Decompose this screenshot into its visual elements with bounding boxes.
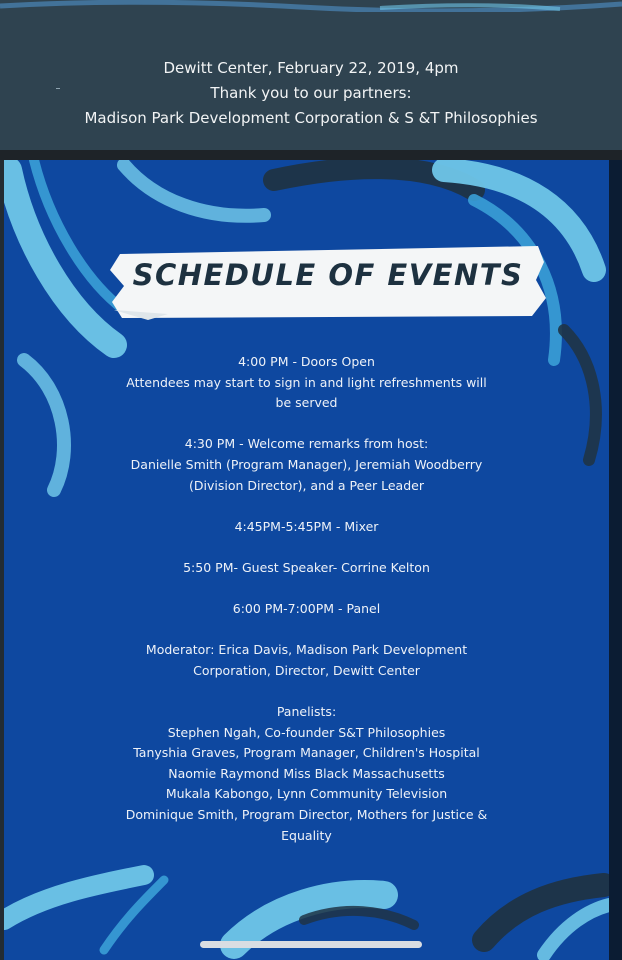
schedule-line: Mukala Kabongo, Lynn Community Television — [165, 786, 448, 802]
schedule-title: SCHEDULE OF EVENTS — [132, 258, 524, 292]
schedule-item — [4, 434, 609, 496]
schedule-item — [4, 517, 609, 538]
schedule-line: (Division Director), and a Peer Leader — [189, 477, 424, 493]
schedule-line: Danielle Smith (Program Manager), Jeremiah Woodberry — [130, 456, 483, 472]
header-panel — [0, 0, 622, 150]
schedule-line: Naomie Raymond Miss Black Massachusetts — [168, 765, 445, 781]
schedule-line: Tanyshia Graves, Program Manager, Children's Hospital — [133, 745, 480, 761]
schedule-line: Panelists: — [276, 704, 337, 720]
header-line-thanks: Thank you to our partners: — [210, 84, 412, 102]
schedule-line: 5:50 PM- Guest Speaker- Corrine Kelton — [183, 559, 430, 575]
schedule-line: 4:00 PM - Doors Open — [238, 354, 375, 369]
schedule-item — [4, 352, 609, 414]
schedule-line: Attendees may start to sign in and light refreshments will — [126, 374, 487, 390]
schedule-line: Corporation, Director, Dewitt Center — [193, 662, 420, 678]
section-separator — [0, 150, 622, 160]
schedule-line: Equality — [281, 827, 332, 843]
schedule-line: Stephen Ngah, Co-founder S&T Philosophies — [167, 724, 446, 740]
home-indicator[interactable] — [200, 941, 422, 948]
header-line-venue: Dewitt Center, February 22, 2019, 4pm — [163, 59, 459, 77]
header-line-partners: Madison Park Development Corporation & S &T Philosophies — [84, 109, 538, 127]
schedule-list — [4, 352, 609, 867]
schedule-line: Dominique Smith, Program Director, Mothers for Justice & — [125, 807, 488, 823]
schedule-line: 4:45PM-5:45PM - Mixer — [234, 518, 379, 534]
schedule-item — [4, 702, 609, 846]
schedule-item — [4, 558, 609, 579]
schedule-item — [4, 640, 609, 681]
schedule-poster — [4, 160, 609, 960]
title-banner — [108, 240, 548, 322]
right-edge — [609, 160, 622, 960]
schedule-line: 6:00 PM-7:00PM - Panel — [232, 601, 381, 617]
header-text — [0, 56, 622, 131]
header-mark — [56, 88, 60, 89]
schedule-line: 4:30 PM - Welcome remarks from host: — [184, 436, 429, 452]
header-brush-strokes — [0, 0, 622, 12]
schedule-line: be served — [275, 395, 338, 411]
schedule-line: Moderator: Erica Davis, Madison Park Development — [145, 642, 468, 658]
schedule-item — [4, 599, 609, 620]
